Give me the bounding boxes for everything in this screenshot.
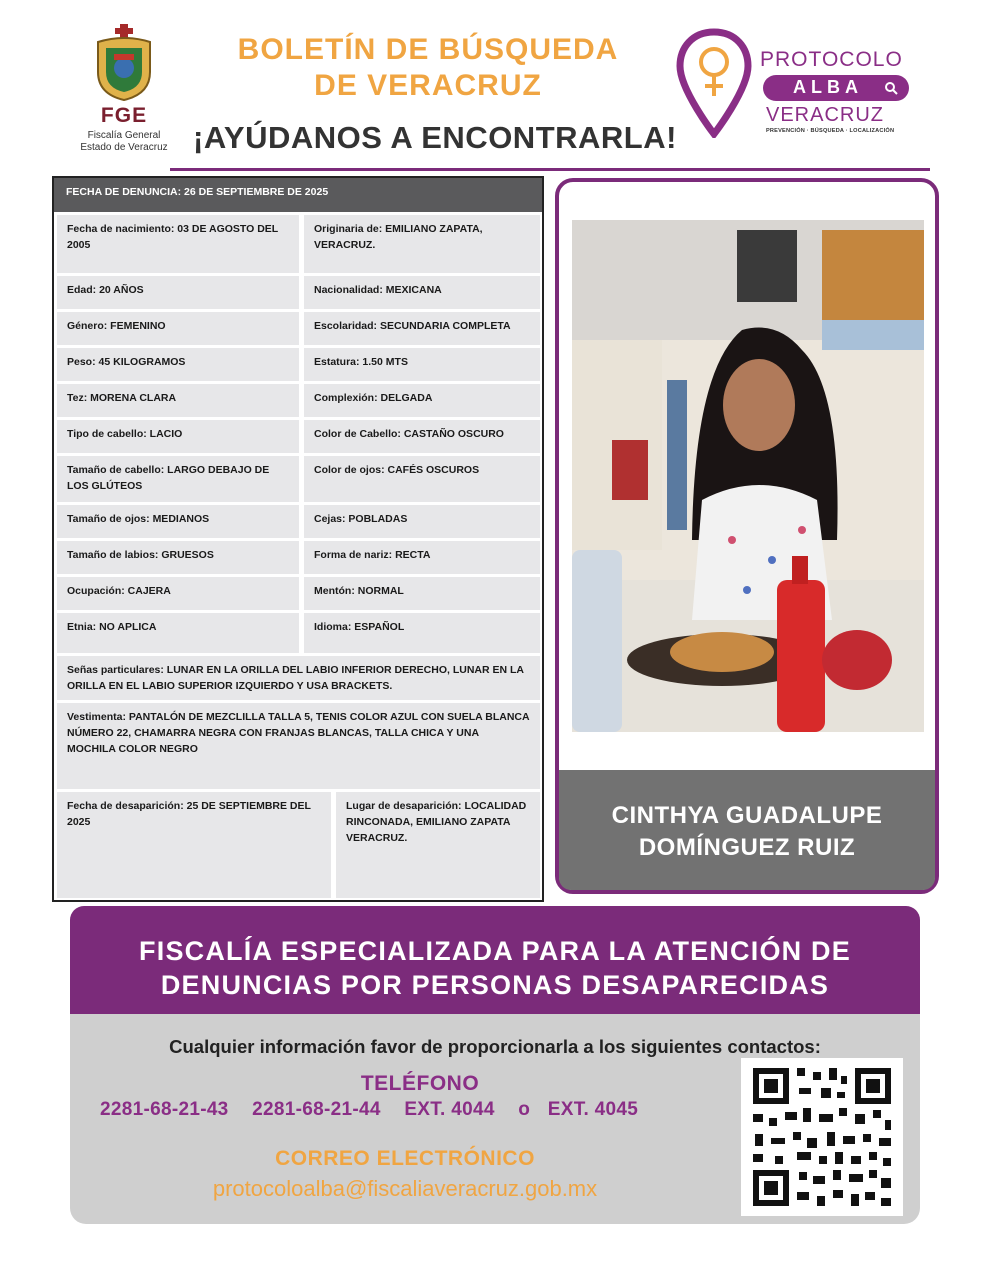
info-cell: Edad: 20 AÑOS	[57, 276, 299, 309]
agency-full-name: Fiscalía General Estado de Veracruz	[80, 130, 168, 153]
qr-code[interactable]	[741, 1058, 903, 1216]
header-divider	[170, 168, 930, 171]
info-cell: Idioma: ESPAÑOL	[304, 613, 540, 653]
veracruz-word: VERACRUZ	[766, 104, 885, 126]
bulletin-title: BOLETÍN DE BÚSQUEDA DE VERACRUZ	[237, 33, 619, 102]
info-cell: Cejas: POBLADAS	[304, 505, 540, 538]
email-link[interactable]: protocoloalba@fiscaliaveracruz.gob.mx	[212, 1176, 598, 1201]
info-cell: Escolaridad: SECUNDARIA COMPLETA	[304, 312, 540, 345]
info-cell: Color de ojos: CAFÉS OSCUROS	[304, 456, 540, 502]
info-cell: Complexión: DELGADA	[304, 384, 540, 417]
info-cell: Ocupación: CAJERA	[57, 577, 299, 610]
report-date-row: FECHA DE DENUNCIA: 26 DE SEPTIEMBRE DE 2025	[54, 178, 542, 212]
info-cell: Tamaño de ojos: MEDIANOS	[57, 505, 299, 538]
contact-intro: Cualquier información favor de proporcionarla a los siguientes contactos:	[169, 1036, 821, 1057]
phone-extension: EXT. 4045	[547, 1099, 639, 1120]
disappearance-date: Fecha de desaparición: 25 DE SEPTIEMBRE DEL 2025	[57, 792, 331, 898]
protocol-alba-pin-icon	[676, 28, 752, 138]
info-cell: Peso: 45 KILOGRAMOS	[57, 348, 299, 381]
info-cell: Color de Cabello: CASTAÑO OSCURO	[304, 420, 540, 453]
info-cell: Nacionalidad: MEXICANA	[304, 276, 540, 309]
info-cell: Género: FEMENINO	[57, 312, 299, 345]
phone-separator: o	[518, 1099, 531, 1120]
protocol-word: PROTOCOLO	[760, 48, 903, 71]
info-cell: Tipo de cabello: LACIO	[57, 420, 299, 453]
missing-person-name: CINTHYA GUADALUPE DOMÍNGUEZ RUIZ	[611, 802, 883, 861]
prosecutor-office-title: FISCALÍA ESPECIALIZADA PARA LA ATENCIÓN DE DENUNCIAS POR PERSONAS DESAPARECIDAS	[139, 936, 851, 1000]
info-cell: Estatura: 1.50 MTS	[304, 348, 540, 381]
email-label: CORREO ELECTRÓNICO	[275, 1147, 535, 1170]
help-headline: ¡AYÚDANOS A ENCONTRARLA!	[193, 120, 677, 155]
info-cell: Originaria de: EMILIANO ZAPATA, VERACRUZ.	[304, 215, 540, 273]
clothing-description: Vestimenta: PANTALÓN DE MEZCLILLA TALLA 5, TENIS COLOR AZUL CON SUELA BLANCA NÚMERO 22, CHAMARRA NEGRA CON FRANJAS BLANCAS, TALLA CHICA Y UNA MOCHILA COLOR NEGRO	[57, 703, 540, 789]
protocol-tagline: PREVENCIÓN · BÚSQUEDA · LOCALIZACIÓN	[766, 128, 895, 134]
agency-short-name: FGE	[100, 104, 148, 127]
info-cell: Tez: MORENA CLARA	[57, 384, 299, 417]
report-table	[52, 176, 544, 902]
info-cell: Tamaño de cabello: LARGO DEBAJO DE LOS GLÚTEOS	[57, 456, 299, 502]
phone-label: TELÉFONO	[360, 1072, 480, 1095]
info-cell: Tamaño de labios: GRUESOS	[57, 541, 299, 574]
phone-number[interactable]: 2281-68-21-43	[100, 1099, 229, 1120]
search-icon	[884, 81, 898, 95]
info-cell: Forma de nariz: RECTA	[304, 541, 540, 574]
info-cell: Mentón: NORMAL	[304, 577, 540, 610]
distinguishing-marks: Señas particulares: LUNAR EN LA ORILLA DEL LABIO INFERIOR DERECHO, LUNAR EN LA ORILLA EN EL LABIO SUPERIOR IZQUIERDO Y USA BRACKETS.	[57, 656, 540, 700]
state-crest-logo	[88, 24, 160, 102]
phone-number[interactable]: 2281-68-21-44	[252, 1099, 381, 1120]
disappearance-place: Lugar de desaparición: LOCALIDAD RINCONADA, EMILIANO ZAPATA VERACRUZ.	[336, 792, 540, 898]
info-cell: Etnia: NO APLICA	[57, 613, 299, 653]
phone-numbers	[100, 1099, 730, 1121]
phone-extension: EXT. 4044	[404, 1099, 495, 1120]
info-cell: Fecha de nacimiento: 03 DE AGOSTO DEL 2005	[57, 215, 299, 273]
missing-person-photo	[572, 220, 924, 732]
alba-word: ALBA	[793, 77, 863, 97]
